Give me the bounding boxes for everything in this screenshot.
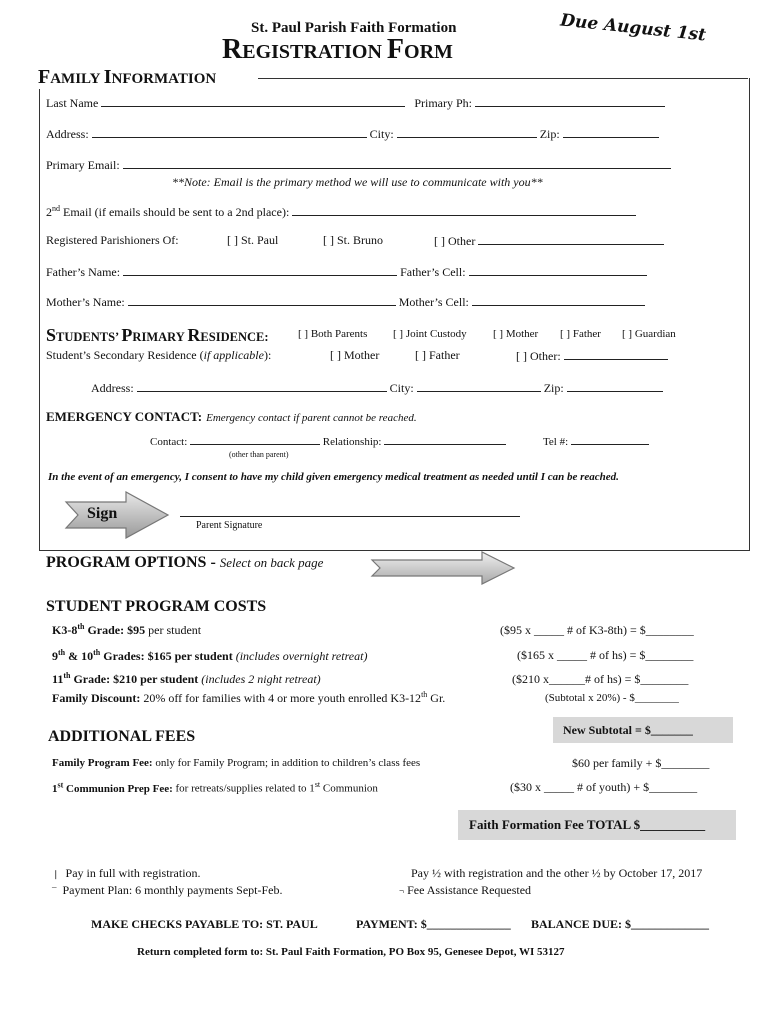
balance-due-field[interactable]: BALANCE DUE: $_____________ [531,917,710,931]
sign-arrow-icon [64,490,174,540]
secondary-father-checkbox[interactable]: [ ] Father [415,348,460,362]
secondary-address-row: Address: City: Zip: [91,380,663,396]
new-subtotal[interactable]: New Subtotal = $_______ [553,717,733,743]
secondary-other-row [516,348,668,364]
father-cell-field[interactable] [469,264,647,276]
city-field[interactable] [397,126,537,138]
family-information-heading: FAMILY INFORMATION [38,66,220,89]
last-name-row: Last Name Primary Ph: [46,95,665,111]
other-parish-field[interactable] [478,233,664,245]
father-row: Father’s Name: Father’s Cell: [46,264,647,280]
pay-half-option[interactable]: Pay ½ with registration and the other ½ by October 17, 2017 [411,866,703,880]
second-email-field[interactable] [292,204,636,216]
pay-full-option[interactable]: ❘ Pay in full with registration. [52,866,201,880]
address-field[interactable] [92,126,367,138]
checkbox-icon: ❘ [52,869,60,879]
mother-row: Mother’s Name: Mother’s Cell: [46,294,645,310]
family-discount-label: Family Discount: 20% off for families with 4 or more youth enrolled K3-12th Gr. [52,690,446,705]
emergency-tel-field[interactable] [571,433,649,445]
residence-mother[interactable]: [ ] Mother [493,328,539,340]
other-parish-row [434,233,664,249]
residence-both-parents[interactable]: [ ] Both Parents [298,328,368,340]
st-bruno-checkbox[interactable]: [ ] St. Bruno [323,233,383,247]
emergency-heading: EMERGENCY CONTACT: Emergency contact if parent cannot be reached. [46,409,417,424]
other-than-parent-note: (other than parent) [229,450,289,459]
consent-statement: In the event of an emergency, I consent to have my child given emergency medical treatment as needed until I can be reached. [48,471,619,483]
emergency-contact-row: Contact: Relationship: Tel #: [150,433,649,448]
return-address: Return completed form to: St. Paul Faith Formation, PO Box 95, Genesee Depot, WI 53127 [137,946,565,958]
residence-joint-custody[interactable]: [ ] Joint Custody [393,328,467,340]
make-checks-payable: MAKE CHECKS PAYABLE TO: ST. PAUL [91,917,318,931]
secondary-mother-checkbox[interactable]: [ ] Mother [330,348,380,362]
parish-title: St. Paul Parish Faith Formation [251,20,457,36]
secondary-other-field[interactable] [564,348,668,360]
hs-cost-calc[interactable]: ($165 x _____ # of hs) = $________ [517,648,694,662]
residence-father[interactable]: [ ] Father [560,328,601,340]
communion-fee-calc[interactable]: ($30 x _____ # of youth) + $________ [510,780,698,794]
emergency-relationship-field[interactable] [384,433,506,445]
address-row: Address: City: Zip: [46,126,659,142]
emergency-contact-field[interactable] [190,433,320,445]
zip-field[interactable] [563,126,659,138]
k3-8-cost-label: K3-8th Grade: $95 per student [52,622,202,637]
residence-guardian[interactable]: [ ] Guardian [622,328,676,340]
grade-11-cost-label: 11th Grade: $210 per student (includes 2 night retreat) [52,671,321,686]
family-program-fee-label: Family Program Fee: only for Family Program; in addition to children’s class fees [52,757,421,769]
program-options-heading: PROGRAM OPTIONS - Select on back page [46,554,324,571]
payment-plan-option[interactable]: ¯ Payment Plan: 6 monthly payments Sept-Feb. [52,883,283,897]
family-discount-calc[interactable]: (Subtotal x 20%) - $________ [545,692,679,704]
family-program-fee-calc[interactable]: $60 per family + $________ [572,756,710,770]
secondary-residence-label: Student’s Secondary Residence (if applicable): [46,348,272,362]
residence-heading: STUDENTS’ PRIMARY RESIDENCE: [46,325,269,345]
mother-name-field[interactable] [128,294,396,306]
second-email-row: 2nd Email (if emails should be sent to a 2nd place): [46,204,636,220]
sign-label: Sign [87,505,118,522]
checkbox-icon: ¬ [399,886,405,896]
hs-cost-label: 9th & 10th Grades: $165 per student (includes overnight retreat) [52,648,368,663]
secondary-city-field[interactable] [417,380,541,392]
checkbox-icon: ¯ [52,886,57,896]
k3-8-cost-calc[interactable]: ($95 x _____ # of K3-8th) = $________ [500,623,694,637]
parent-signature-field[interactable] [180,516,520,517]
form-title: REGISTRATION FORM [222,34,453,65]
due-date-note: Due August 1st [559,10,707,46]
additional-fees-heading: ADDITIONAL FEES [48,728,196,745]
mother-cell-field[interactable] [472,294,645,306]
primary-email-row: Primary Email: [46,157,671,173]
program-options-arrow-icon [370,550,518,586]
st-paul-checkbox[interactable]: [ ] St. Paul [227,233,279,247]
parent-signature-label: Parent Signature [196,520,263,531]
email-note: **Note: Email is the primary method we will use to communicate with you** [172,175,543,189]
secondary-other-checkbox[interactable]: [ ] Other: [516,349,561,363]
secondary-address-field[interactable] [137,380,387,392]
program-costs-heading: STUDENT PROGRAM COSTS [46,598,267,615]
primary-email-field[interactable] [123,157,671,169]
communion-fee-label: 1st Communion Prep Fee: for retreats/supplies related to 1st Communion [52,780,378,795]
faith-formation-total[interactable]: Faith Formation Fee TOTAL $__________ [458,810,736,840]
other-parish-checkbox[interactable]: [ ] Other [434,234,476,248]
primary-phone-field[interactable] [475,95,665,107]
grade-11-cost-calc[interactable]: ($210 x______# of hs) = $________ [512,672,689,686]
last-name-field[interactable] [101,95,405,107]
registered-label: Registered Parishioners Of: [46,233,179,247]
father-name-field[interactable] [123,264,397,276]
secondary-zip-field[interactable] [567,380,663,392]
fee-assistance-option[interactable]: ¬ Fee Assistance Requested [399,883,532,897]
payment-amount-field[interactable]: PAYMENT: $______________ [356,917,511,931]
